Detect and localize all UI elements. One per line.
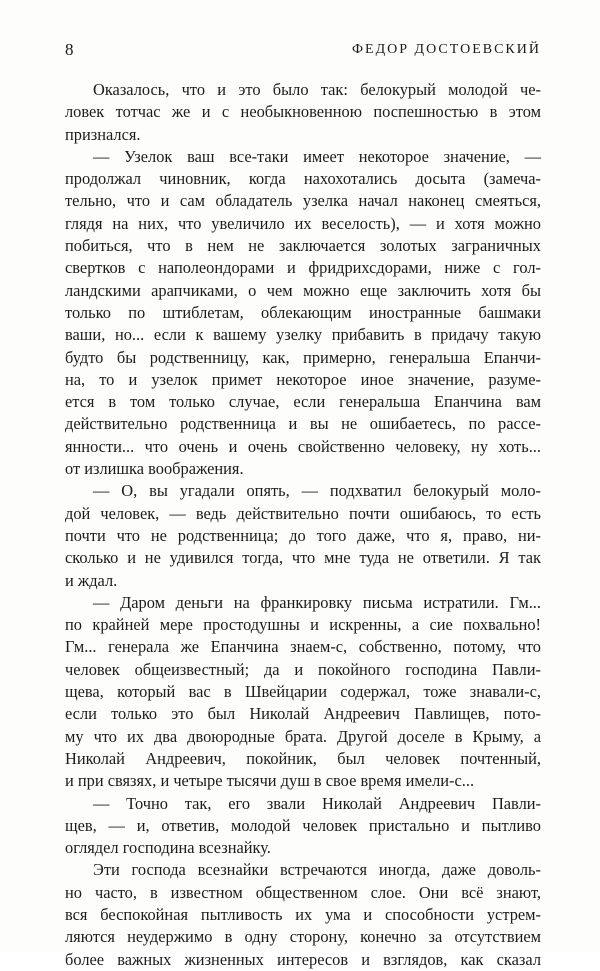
text-line: ловек тотчас же и с необыкновенною поспешностью в этом xyxy=(65,102,541,122)
text-line: человек общеизвестный; да и покойного господина Павли- xyxy=(65,659,541,679)
text-line: оглядел господина всезнайку. xyxy=(65,838,271,858)
text-line: янности... что очень и очень свойственно человеку, ну хоть... xyxy=(65,436,541,456)
running-head xyxy=(65,40,541,66)
text-line: признался. xyxy=(65,124,141,144)
text-line: ваши, но... если к вашему узелку прибавить в придачу такую xyxy=(65,325,541,345)
text-line: Гм... генерала же Епанчина знаем-с, собственно, потому, что xyxy=(65,637,541,657)
text-line: Оказалось, что и это было так: белокурый молодой че- xyxy=(93,80,541,99)
text-line: Эти господа всезнайки встречаются иногда, даже доволь- xyxy=(93,860,541,880)
text-line: более важных жизненных интересов и взглядов, как сказал xyxy=(65,949,541,969)
text-line: но часто, в известном общественном слое. Они всё знают, xyxy=(65,882,541,902)
text-line: побиться, что в нем не заключается золотых заграничных xyxy=(65,236,541,256)
text-line: вся беспокойная пытливость их ума и способности устрем- xyxy=(65,904,541,924)
text-line: ется в том только случае, если генеральша Епанчина вам xyxy=(65,392,541,412)
text-line: щева, который вас в Швейцарии содержал, тоже знавали-с, xyxy=(65,682,541,702)
text-line: на, то и узелок примет некоторое иное значение, разуме- xyxy=(65,369,541,389)
text-line: — Узелок ваш все-таки имеет некоторое значение, — xyxy=(93,146,541,166)
text-line: только по штиблетам, облекающим иностранные башмаки xyxy=(65,302,541,322)
page-number: 8 xyxy=(65,40,74,59)
body-text xyxy=(65,79,541,971)
text-line: сколько и не удивился тогда, что мне туда не ответили. Я так xyxy=(65,548,541,568)
text-line: продолжал чиновник, когда нахохотались досыта (замеча- xyxy=(65,169,541,189)
text-line: — О, вы угадали опять, — подхватил белокурый моло- xyxy=(93,481,541,501)
text-line: щев, — и, ответив, молодой человек пристально и пытливо xyxy=(65,815,541,835)
text-line: — Точно так, его звали Николай Андреевич Павли- xyxy=(93,793,541,813)
text-line: ландскими арапчиками, о чем можно еще заключить хотя бы xyxy=(65,280,541,300)
text-line: — Даром деньги на франкировку письма истратили. Гм... xyxy=(93,592,541,612)
text-line: действительно родственница и вы не ошибаетесь, по рассе- xyxy=(65,414,541,434)
running-title: ФЕДОР ДОСТОЕВСКИЙ xyxy=(352,42,541,57)
text-line: и при связях, и четыре тысячи душ в свое время имели-с... xyxy=(65,771,475,791)
text-line: почти что не родственница; до того даже, что я, право, ни- xyxy=(65,525,541,545)
text-line: по крайней мере простодушны и искренны, а сие похвально! xyxy=(65,615,541,635)
text-line: тельно, что и сам обладатель узелка начал наконец смеяться, xyxy=(65,191,541,211)
text-line: ляются неудержимо в одну сторону, конечно за отсутствием xyxy=(65,927,541,947)
text-line: от излишка воображения. xyxy=(65,459,244,479)
text-line: Николай Андреевич, покойник, был человек почтенный, xyxy=(65,748,541,768)
text-line: глядя на них, что увеличило их веселость), — и хотя можно xyxy=(65,213,541,233)
text-line: будто бы родственницу, как, примерно, генеральша Епанчи- xyxy=(65,347,541,367)
text-line: и ждал. xyxy=(65,570,118,590)
text-line: если только это был Николай Андреевич Павлищев, пото- xyxy=(65,704,541,724)
text-line: свертков с наполеондорами и фридрихсдорами, ниже с гол- xyxy=(65,258,541,278)
text-line: дой человек, — ведь действительно почти ошибаюсь, то есть xyxy=(65,503,541,523)
text-line: му что их два двоюродные брата. Другой доселе в Крыму, а xyxy=(65,726,541,746)
